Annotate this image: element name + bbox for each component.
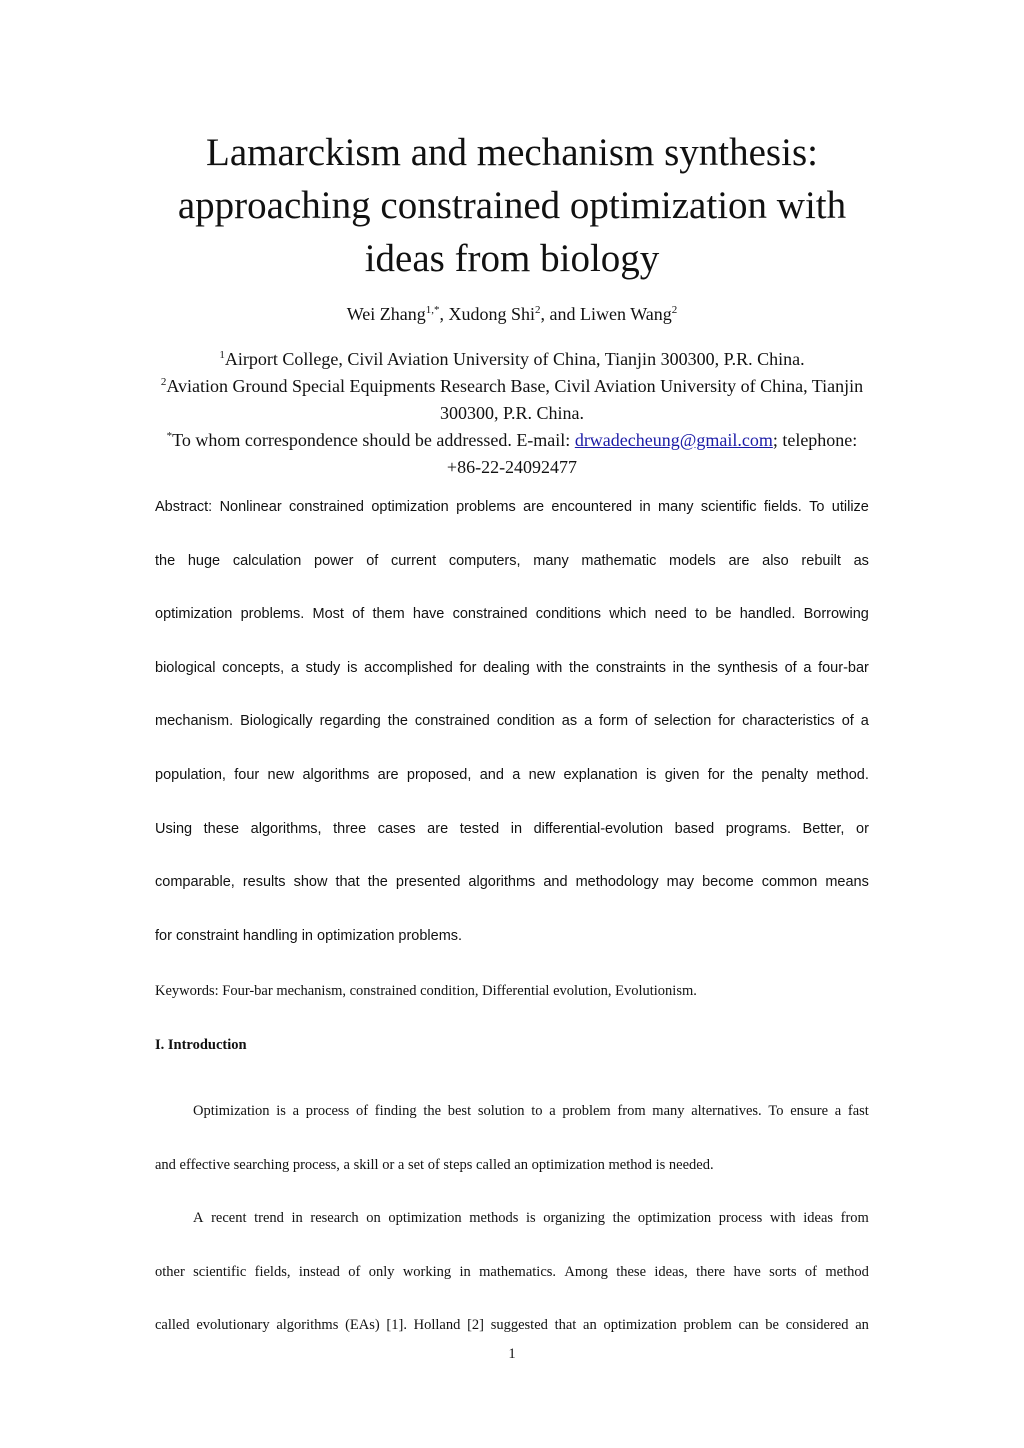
word: population, [155,766,226,783]
word: process [718,1210,763,1227]
author-affiliation-mark: 2 [671,304,678,316]
word: considered [785,1317,849,1334]
abstract-line: for constraint handling in optimization problems. [155,927,463,944]
word: have [733,1263,761,1280]
affiliation-1 [130,346,894,373]
word: mathematics. [479,1263,557,1280]
word: algorithms [468,874,536,891]
word: constrained [414,713,490,730]
word: evolutionary [196,1317,270,1334]
word: To [809,499,825,515]
abstract-line [155,642,869,696]
body-line [155,1085,869,1139]
word: constrained [452,606,528,623]
word: have [412,606,445,623]
word: working [402,1263,452,1280]
word: fields. [763,499,802,515]
title-line: Lamarckism and mechanism synthesis: [206,131,818,174]
word: problem [683,1317,732,1334]
word: common [761,874,818,891]
word: method [825,1263,869,1280]
word: utilize [831,499,869,515]
word: four [234,766,260,783]
word: be [715,606,732,623]
word: (EAs) [345,1317,380,1334]
word: is [276,1103,286,1119]
author-list [100,300,924,328]
word: sorts [769,1263,797,1280]
word: the [732,766,754,783]
word: A [193,1210,204,1227]
word: need [654,606,687,623]
abstract-line [155,803,869,857]
word: in [510,820,523,837]
word: in [459,1263,471,1280]
word: best [447,1103,472,1119]
word: is [346,659,358,676]
word: are [377,766,399,783]
word: is [645,766,657,783]
word: rebuilt [801,552,841,569]
word: can [738,1317,759,1334]
word: fast [847,1103,869,1119]
word: concepts, [222,659,285,676]
word: an [583,1317,597,1334]
word: programs. [725,820,791,837]
word: the [568,659,590,676]
word: based [674,820,715,837]
word: optimization [371,499,449,515]
abstract-line [155,856,869,910]
word: be [765,1317,779,1334]
word: explanation [563,766,638,783]
word: the [423,1103,442,1119]
word: Among [564,1263,608,1280]
word: characteristics [742,713,835,730]
word: new [528,766,556,783]
word: of [348,1263,361,1280]
word: process [305,1103,350,1119]
word: the [155,552,176,569]
word: is [525,1210,536,1227]
word: accomplished [364,659,453,676]
title-line: approaching constrained optimization with [177,184,847,227]
word: which [609,606,647,623]
word: algorithms [276,1317,339,1334]
word: called [155,1317,190,1334]
word: a [512,766,521,783]
word: the [387,713,408,730]
word: as [853,552,869,569]
word: with [769,1210,796,1227]
word: current [390,552,437,569]
word: suggested [490,1317,548,1334]
word: synthesis [717,659,778,676]
word: presented [395,874,461,891]
word: comparable, [155,874,235,891]
word: with [536,659,563,676]
word: finding [374,1103,417,1119]
word: the [612,1210,631,1227]
word: of [635,713,648,730]
word: encountered [551,499,633,515]
word: problems [456,499,516,515]
word: these [616,1263,647,1280]
word: these [203,820,240,837]
word: the [367,874,388,891]
affiliation-text: Aviation Ground Special Equipments Research Base, Civil Aviation University of China, Tianjin [166,376,864,396]
word: there [696,1263,726,1280]
word: instead [298,1263,340,1280]
word: [1]. [386,1317,407,1334]
word: optimization [155,606,233,623]
word: results [242,874,286,891]
body-line [155,1246,869,1300]
word: mathematic [581,552,657,569]
word: optimization [637,1210,712,1227]
author-name: Xudong Shi [448,304,536,324]
word: research [310,1210,359,1227]
word: differential-evolution [533,820,664,837]
word: as [561,713,578,730]
word: means [825,874,869,891]
word: conditions [535,606,602,623]
introduction-body [155,1085,869,1353]
word: of [841,713,854,730]
word: for [718,713,736,730]
word: on [366,1210,381,1227]
word: organizing [543,1210,605,1227]
keywords: Keywords: Four-bar mechanism, constrained condition, Differential evolution, Evolutionism. [155,983,697,999]
word: methods [469,1210,519,1227]
word: of [784,659,797,676]
word: Abstract: [155,499,213,515]
correspondence-note [130,427,894,454]
abstract-line [155,535,869,589]
abstract-line [155,588,869,642]
word: trend [254,1210,284,1227]
word: algorithms, [250,820,322,837]
word: in [291,1210,303,1227]
body-line: and effective searching process, a skill or a set of steps called an optimization method is needed. [155,1156,714,1173]
affiliations [130,346,894,481]
affiliation-2 [130,373,894,400]
abstract [155,481,869,963]
word: are [728,552,750,569]
email-link[interactable]: drwadecheung@gmail.com [574,430,773,450]
word: ideas, [654,1263,688,1280]
word: alternatives. [691,1103,762,1119]
word: fields, [254,1263,291,1280]
word: a [292,1103,300,1119]
word: or [856,820,869,837]
word: biological [155,659,216,676]
affiliation-text: Airport College, Civil Aviation University of China, Tianjin 300300, P.R. China. [224,349,805,369]
word: a [803,659,812,676]
word: a [290,659,299,676]
word: algorithms [302,766,370,783]
word: of [352,606,365,623]
word: to [531,1103,543,1119]
telephone-label: ; telephone: [772,430,858,450]
word: method. [816,766,869,783]
word: of [355,1103,369,1119]
word: dealing [483,659,530,676]
page-number: 1 [508,1346,516,1362]
word: in [639,499,651,515]
word: Nonlinear [219,499,282,515]
word: computers, [448,552,521,569]
author-affiliation-mark: 2 [535,304,541,316]
author-separator: , [439,304,449,324]
word: ensure [790,1103,829,1119]
word: them [372,606,405,623]
word: constraints [595,659,666,676]
word: three [333,820,367,837]
word: calculation [232,552,302,569]
paper-title [100,126,924,285]
word: recent [211,1210,247,1227]
word: show [293,874,328,891]
word: a [549,1103,556,1119]
word: for [459,659,477,676]
abstract-line [155,749,869,803]
word: from [840,1210,869,1227]
word: regarding [319,713,381,730]
telephone-number: +86-22-24092477 [446,457,578,477]
word: handled. [739,606,796,623]
word: study [305,659,341,676]
word: scientific [193,1263,247,1280]
word: to [695,606,708,623]
word: constrained [289,499,364,515]
word: of [804,1263,818,1280]
body-line [155,1192,869,1246]
word: are [523,499,545,515]
word: other [155,1263,185,1280]
word: Holland [413,1317,461,1334]
word: and [479,766,504,783]
word: many [652,1103,685,1119]
word: Biologically [240,713,313,730]
word: a [834,1103,842,1119]
word: are [427,820,449,837]
word: and [543,874,568,891]
word: [2] [467,1317,484,1334]
word: a [584,713,593,730]
word: Better, [802,820,845,837]
word: mechanism. [155,713,234,730]
word: scientific [700,499,757,515]
word: penalty [761,766,809,783]
word: optimization [388,1210,462,1227]
word: Using [155,820,193,837]
word: solution [477,1103,525,1119]
word: also [762,552,789,569]
word: that [335,874,360,891]
word: cases [377,820,416,837]
abstract-line [155,481,869,535]
correspondence-mark: * [166,430,173,442]
word: only [368,1263,395,1280]
word: selection [654,713,712,730]
author-name: Wei Zhang [346,304,426,324]
word: proposed, [406,766,472,783]
title-line: ideas from biology [364,237,660,280]
abstract-line [155,695,869,749]
word: models [669,552,716,569]
word: from [617,1103,646,1119]
word: become [702,874,754,891]
word: problem [562,1103,611,1119]
word: condition [496,713,555,730]
word: the [690,659,711,676]
word: may [666,874,695,891]
word: methodology [575,874,659,891]
affiliation-2-cont: 300300, P.R. China. [439,403,585,423]
word: To [768,1103,784,1119]
word: for [707,766,725,783]
word: of [366,552,379,569]
affiliation-mark: 2 [160,376,167,388]
word: many [533,552,569,569]
word: Borrowing [803,606,869,623]
author-affiliation-mark: 1,* [425,304,440,316]
section-heading-introduction: I. Introduction [155,1037,247,1053]
word: optimization [603,1317,677,1334]
word: an [855,1317,869,1334]
word: in [672,659,684,676]
affiliation-mark: 1 [219,349,225,361]
word: problems. [240,606,305,623]
word: new [267,766,295,783]
correspondence-text: To whom correspondence should be addressed. E-mail: [172,430,575,450]
word: Most [312,606,344,623]
word: tested [459,820,500,837]
word: given [664,766,700,783]
word: many [658,499,694,515]
word: Optimization [193,1103,270,1119]
author-name: Liwen Wang [580,304,672,324]
word: huge [187,552,221,569]
author-separator: , and [540,304,581,324]
word: four-bar [818,659,869,676]
word: a [860,713,869,730]
word: that [554,1317,577,1334]
word: ideas [803,1210,834,1227]
word: power [314,552,354,569]
word: form [599,713,629,730]
